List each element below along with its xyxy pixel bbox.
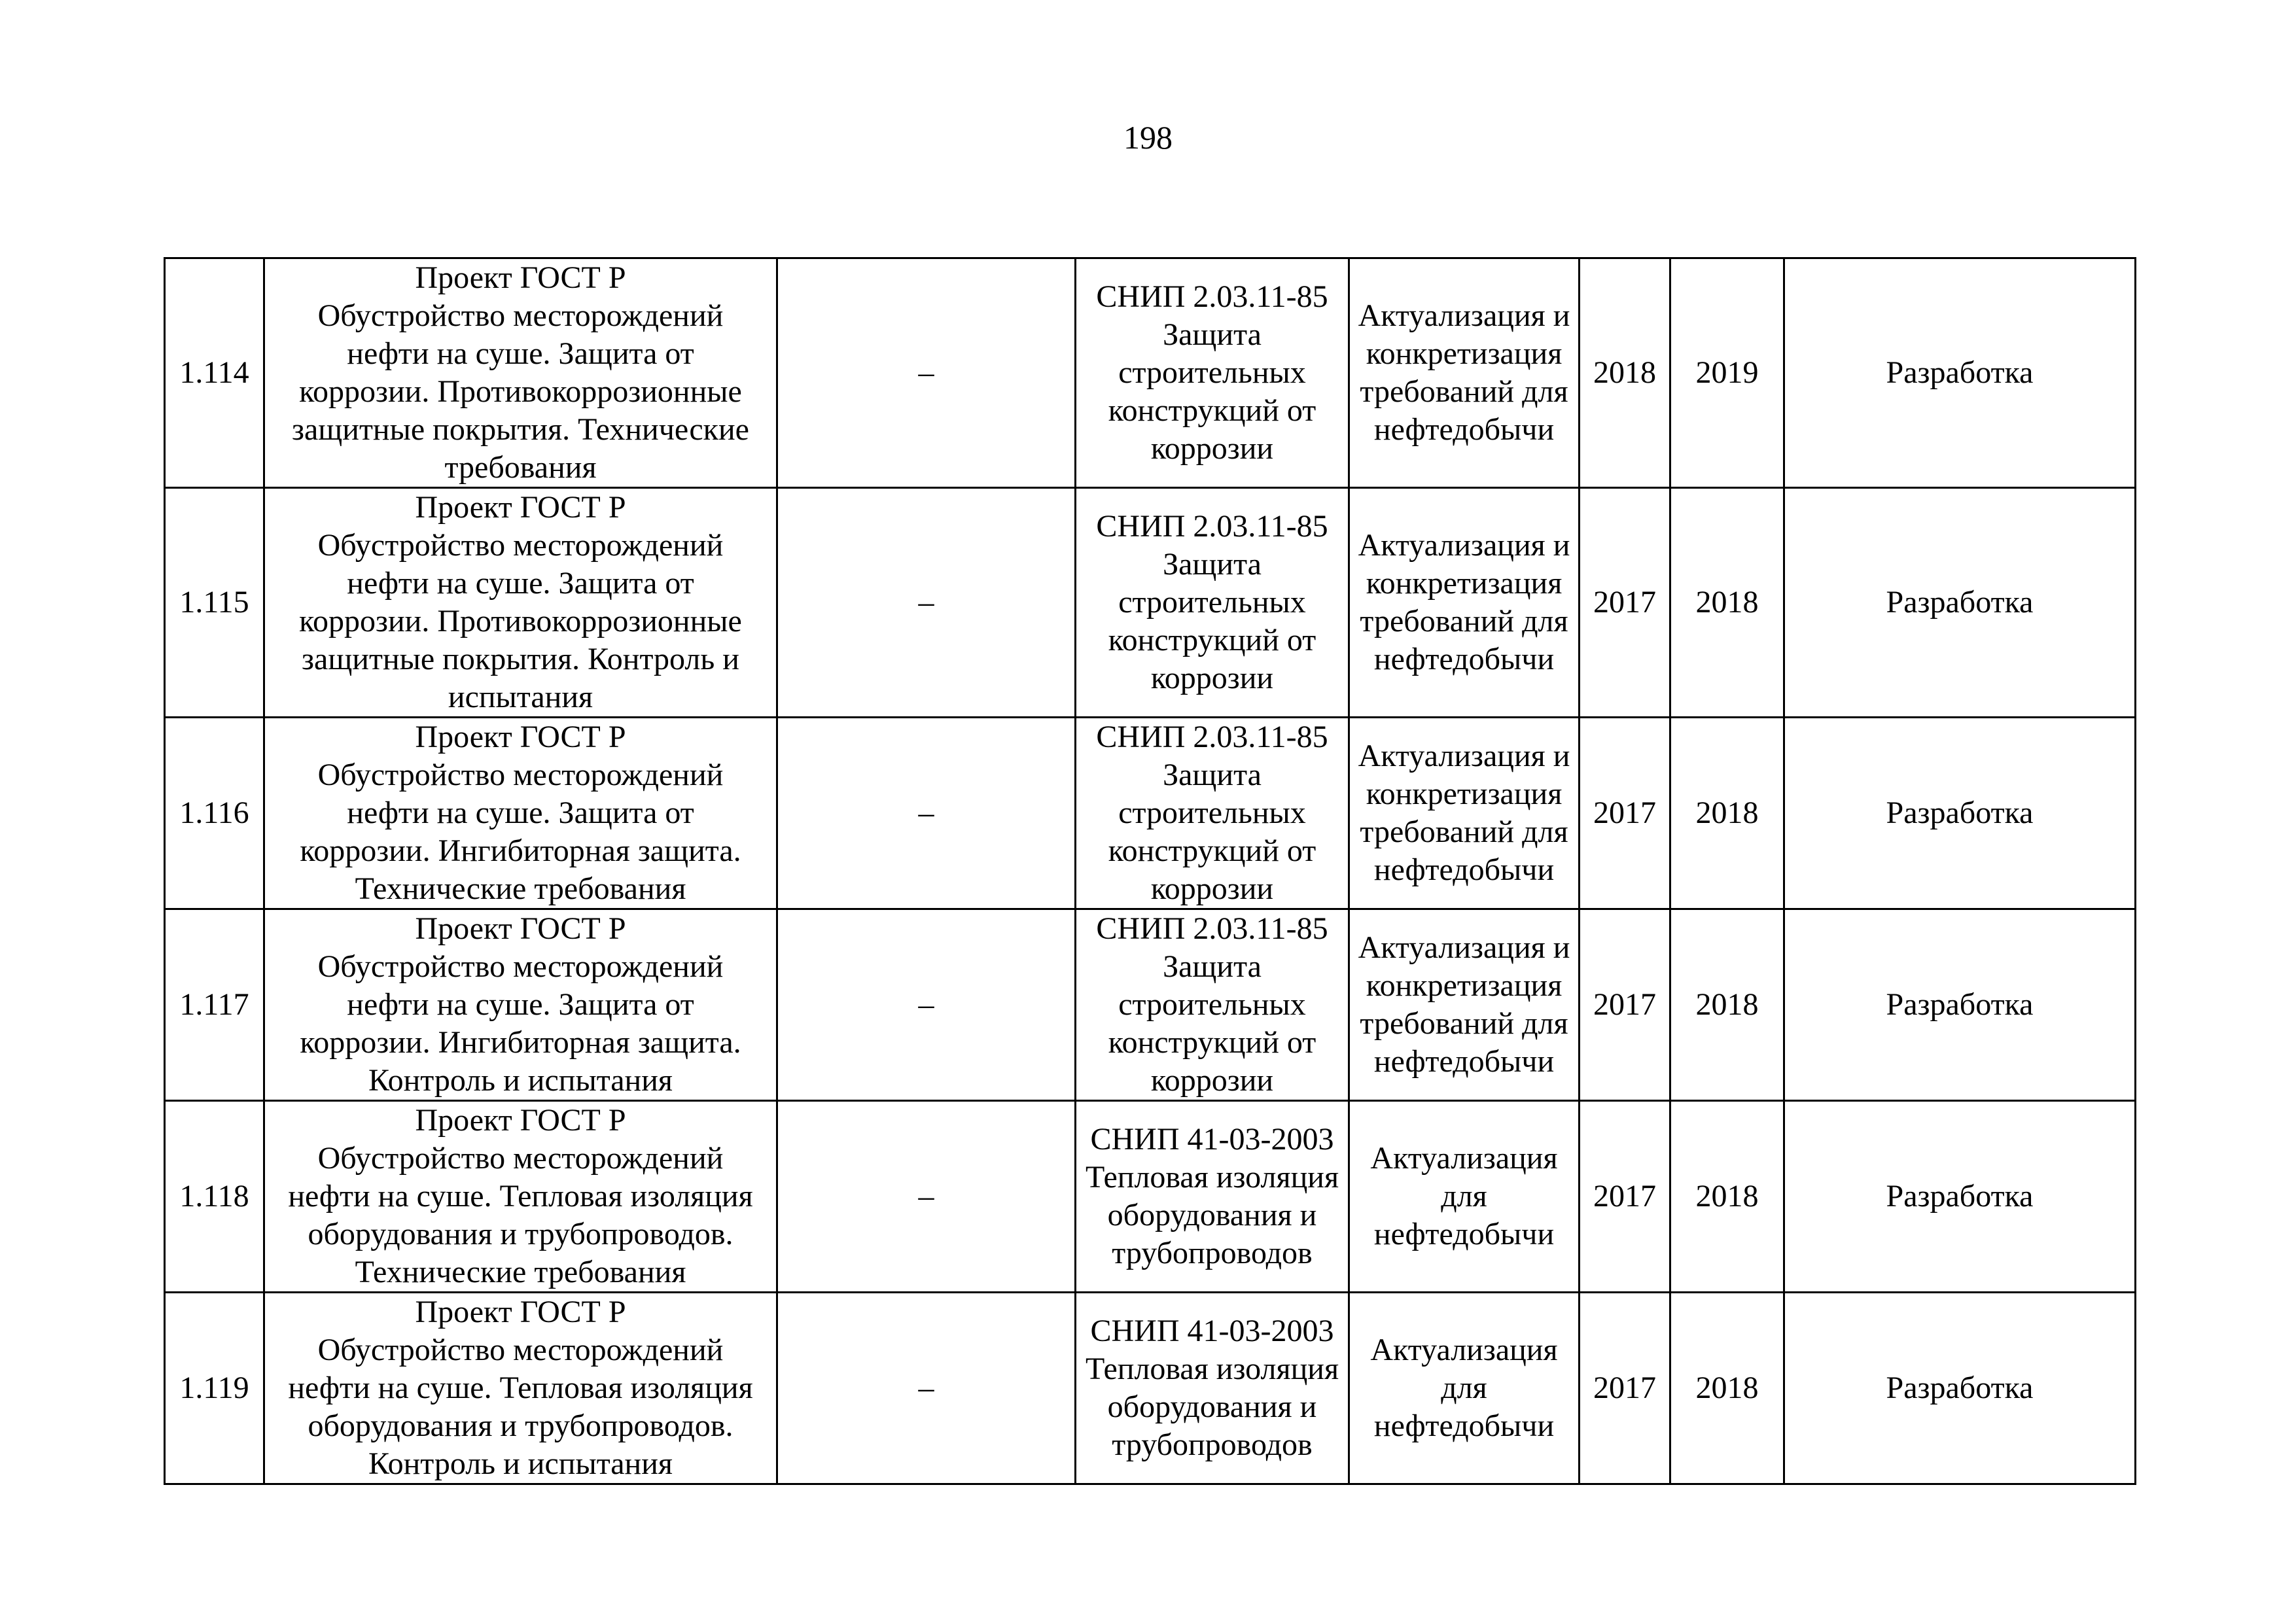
dash-cell: – [777, 488, 1076, 718]
development-reason-line: Актуализация и [1358, 739, 1570, 773]
standard-title-line: нефти на суше. Защита от [347, 566, 694, 601]
status-cell: Разработка [1784, 258, 2136, 488]
table-body [165, 258, 2136, 1484]
status-cell: Разработка [1784, 1293, 2136, 1484]
row-number: 1.114 [165, 258, 264, 488]
replaced-document-line: коррозии [1150, 661, 1274, 695]
development-reason [1349, 1101, 1580, 1293]
replaced-document [1076, 1101, 1349, 1293]
table-row [165, 488, 2136, 718]
development-reason-line: нефтедобычи [1373, 852, 1555, 887]
replaced-document-line: конструкций от [1108, 1025, 1316, 1060]
standard-title-line: оборудования и трубопроводов. [308, 1217, 733, 1251]
replaced-document [1076, 909, 1349, 1101]
status-cell: Разработка [1784, 488, 2136, 718]
end-year: 2018 [1670, 909, 1784, 1101]
development-reason-line: требований для [1360, 374, 1568, 409]
standard-title-line: оборудования и трубопроводов. [308, 1408, 733, 1443]
development-reason-line: Актуализация и [1358, 298, 1570, 333]
replaced-document-line: СНИП 2.03.11-85 [1096, 720, 1328, 754]
standard-title-line: Обустройство месторождений [317, 1333, 724, 1367]
development-reason-line: Актуализация [1370, 1141, 1558, 1176]
development-reason [1349, 488, 1580, 718]
replaced-document-line: оборудования и [1107, 1389, 1317, 1424]
standard-title-line: Обустройство месторождений [317, 949, 724, 984]
dash-cell: – [777, 1293, 1076, 1484]
standard-title-line: Контроль и испытания [368, 1446, 673, 1481]
standard-title [264, 909, 777, 1101]
table-row [165, 258, 2136, 488]
development-reason-line: конкретизация [1366, 968, 1563, 1003]
row-number: 1.115 [165, 488, 264, 718]
replaced-document-line: строительных [1118, 987, 1306, 1022]
replaced-document-line: трубопроводов [1112, 1236, 1313, 1270]
standard-title [264, 488, 777, 718]
development-reason-line: нефтедобычи [1373, 1408, 1555, 1443]
replaced-document [1076, 718, 1349, 909]
status-cell: Разработка [1784, 909, 2136, 1101]
standard-title-line: Проект ГОСТ Р [415, 1103, 626, 1138]
start-year: 2017 [1580, 1101, 1670, 1293]
standard-title-line: коррозии. Противокоррозионные [299, 374, 742, 409]
page-number: 198 [1123, 119, 1173, 156]
table-row [165, 909, 2136, 1101]
standard-title-line: защитные покрытия. Контроль и [302, 642, 739, 676]
start-year: 2017 [1580, 488, 1670, 718]
development-reason-line: требований для [1360, 814, 1568, 849]
standard-title-line: нефти на суше. Защита от [347, 795, 694, 830]
end-year: 2019 [1670, 258, 1784, 488]
standard-title-line: Проект ГОСТ Р [415, 720, 626, 754]
replaced-document-line: строительных [1118, 585, 1306, 620]
status-cell: Разработка [1784, 718, 2136, 909]
standard-title-line: коррозии. Ингибиторная защита. [300, 833, 741, 868]
standard-title-line: Обустройство месторождений [317, 528, 724, 563]
replaced-document-line: конструкций от [1108, 833, 1316, 868]
development-reason-line: требований для [1360, 604, 1568, 638]
standard-title-line: требования [444, 450, 597, 485]
standard-title [264, 1101, 777, 1293]
standard-title-line: Контроль и испытания [368, 1063, 673, 1098]
start-year: 2017 [1580, 718, 1670, 909]
development-reason-line: Актуализация и [1358, 528, 1570, 563]
development-reason-line: Актуализация [1370, 1333, 1558, 1367]
standards-plan-table [164, 257, 2136, 1485]
start-year: 2017 [1580, 1293, 1670, 1484]
row-number: 1.117 [165, 909, 264, 1101]
replaced-document-line: Тепловая изоляция [1085, 1352, 1339, 1386]
end-year: 2018 [1670, 718, 1784, 909]
development-reason-line: нефтедобычи [1373, 1217, 1555, 1251]
development-reason-line: конкретизация [1366, 336, 1563, 371]
standard-title-line: Обустройство месторождений [317, 758, 724, 792]
standard-title-line: Технические требования [355, 1255, 686, 1289]
standard-title-line: коррозии. Противокоррозионные [299, 604, 742, 638]
standard-title [264, 1293, 777, 1484]
end-year: 2018 [1670, 1293, 1784, 1484]
standard-title-line: Проект ГОСТ Р [415, 1295, 626, 1329]
table-row [165, 718, 2136, 909]
dash-cell: – [777, 1101, 1076, 1293]
standard-title-line: нефти на суше. Защита от [347, 987, 694, 1022]
standard-title-line: коррозии. Ингибиторная защита. [300, 1025, 741, 1060]
replaced-document-line: строительных [1118, 355, 1306, 390]
replaced-document-line: коррозии [1150, 871, 1274, 906]
end-year: 2018 [1670, 1101, 1784, 1293]
replaced-document [1076, 258, 1349, 488]
replaced-document-line: СНИП 2.03.11-85 [1096, 509, 1328, 544]
standard-title-line: Проект ГОСТ Р [415, 490, 626, 525]
table-row [165, 1293, 2136, 1484]
replaced-document-line: коррозии [1150, 431, 1274, 466]
replaced-document-line: Защита [1163, 949, 1262, 984]
development-reason-line: для [1441, 1179, 1487, 1213]
replaced-document-line: Тепловая изоляция [1085, 1160, 1339, 1195]
standard-title-line: нефти на суше. Тепловая изоляция [288, 1179, 753, 1213]
development-reason-line: требований для [1360, 1006, 1568, 1041]
standard-title-line: Проект ГОСТ Р [415, 911, 626, 946]
standard-title-line: Проект ГОСТ Р [415, 260, 626, 295]
start-year: 2017 [1580, 909, 1670, 1101]
development-reason [1349, 258, 1580, 488]
dash-cell: – [777, 258, 1076, 488]
development-reason-line: конкретизация [1366, 566, 1563, 601]
standard-title-line: Обустройство месторождений [317, 1141, 724, 1176]
replaced-document-line: СНИП 41-03-2003 [1090, 1314, 1334, 1348]
row-number: 1.118 [165, 1101, 264, 1293]
development-reason [1349, 1293, 1580, 1484]
standard-title-line: Технические требования [355, 871, 686, 906]
replaced-document-line: СНИП 2.03.11-85 [1096, 279, 1328, 314]
end-year: 2018 [1670, 488, 1784, 718]
replaced-document-line: Защита [1163, 758, 1262, 792]
development-reason-line: Актуализация и [1358, 930, 1570, 965]
development-reason-line: конкретизация [1366, 777, 1563, 811]
replaced-document-line: коррозии [1150, 1063, 1274, 1098]
development-reason-line: нефтедобычи [1373, 412, 1555, 447]
development-reason [1349, 909, 1580, 1101]
replaced-document-line: конструкций от [1108, 393, 1316, 428]
development-reason-line: нефтедобычи [1373, 642, 1555, 676]
status-cell: Разработка [1784, 1101, 2136, 1293]
row-number: 1.116 [165, 718, 264, 909]
replaced-document-line: СНИП 41-03-2003 [1090, 1122, 1334, 1157]
standard-title-line: нефти на суше. Защита от [347, 336, 694, 371]
standard-title-line: Обустройство месторождений [317, 298, 724, 333]
replaced-document-line: Защита [1163, 317, 1262, 352]
dash-cell: – [777, 909, 1076, 1101]
standard-title-line: испытания [448, 680, 593, 714]
start-year: 2018 [1580, 258, 1670, 488]
replaced-document-line: строительных [1118, 795, 1306, 830]
standard-title-line: нефти на суше. Тепловая изоляция [288, 1370, 753, 1405]
development-reason [1349, 718, 1580, 909]
replaced-document [1076, 488, 1349, 718]
replaced-document-line: СНИП 2.03.11-85 [1096, 911, 1328, 946]
dash-cell: – [777, 718, 1076, 909]
table-row [165, 1101, 2136, 1293]
development-reason-line: для [1441, 1370, 1487, 1405]
standard-title [264, 718, 777, 909]
replaced-document-line: трубопроводов [1112, 1427, 1313, 1462]
standard-title-line: защитные покрытия. Технические [292, 412, 749, 447]
replaced-document-line: Защита [1163, 547, 1262, 582]
replaced-document [1076, 1293, 1349, 1484]
row-number: 1.119 [165, 1293, 264, 1484]
standard-title [264, 258, 777, 488]
development-reason-line: нефтедобычи [1373, 1044, 1555, 1079]
replaced-document-line: оборудования и [1107, 1198, 1317, 1232]
replaced-document-line: конструкций от [1108, 623, 1316, 657]
